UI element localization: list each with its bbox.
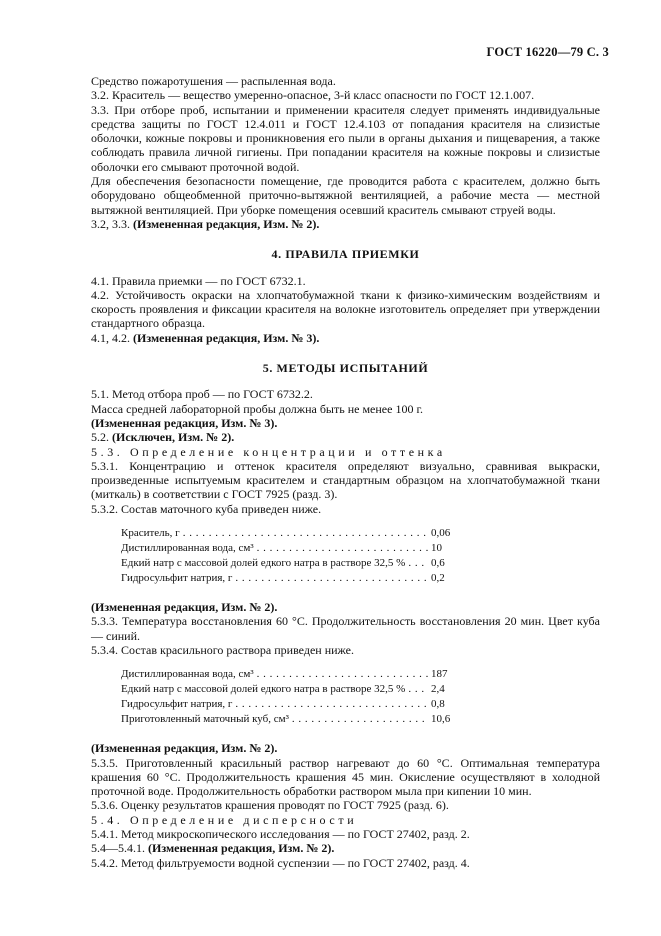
recipe-label: Гидросульфит натрия, г: [121, 698, 233, 711]
amendment-text: (Измененная редакция, Изм. № 2).: [148, 841, 335, 856]
running-header: ГОСТ 16220—79 С. 3: [486, 45, 609, 59]
recipe-label: Едкий натр с массовой долей едкого натра в растворе 32,5 %: [121, 683, 406, 696]
heading-5-3: 5.3. Определение концентрации и оттенка: [91, 444, 446, 459]
recipe-row: [121, 541, 461, 556]
paragraph-3-2: 3.2. Краситель — вещество умеренно-опасное, 3-й класс опасности по ГОСТ 12.1.007.: [91, 88, 535, 103]
paragraph-5-4-2: 5.4.2. Метод фильтруемости водной суспензии — по ГОСТ 27402, разд. 4.: [91, 855, 470, 870]
paragraph-3-3: 3.3. При отборе проб, испытании и применении красителя следует применять индивидуальные средства защиты по ГОСТ 12.4.011 и ГОСТ 12.4.103 от попадания красителя на слизистые оболочки, кожные покровы и проникновения его пыли в органы дыхания и пищеварения, а также соблюдать правила личной гигиены. При попадании красителя на кожные покровы и слизистые оболочки его смывают проточной водой.: [91, 102, 600, 174]
paragraph-4-1: 4.1. Правила приемки — по ГОСТ 6732.1.: [91, 273, 306, 288]
recipe-value: 10: [431, 542, 442, 555]
recipe-value: 0,06: [431, 527, 451, 540]
recipe-value: 0,8: [431, 698, 445, 711]
excluded-note: (Исключен, Изм. № 2).: [112, 430, 235, 445]
paragraph-safety-ventilation: Для обеспечения безопасности помещение, где проводится работа с красителем, должно быть оборудовано общеобменной приточно-вытяжной вентиляцией, а рабочие места — местной вытяжной вентиляцией. При уборке помещения осевший краситель смывают струей воды.: [91, 174, 600, 217]
recipe-label: Гидросульфит натрия, г: [121, 572, 233, 585]
leader-dots: [235, 571, 428, 586]
recipe-value: 2,4: [431, 683, 445, 696]
amendment-text: (Измененная редакция, Изм. № 3).: [133, 330, 320, 345]
document-body: [91, 74, 600, 870]
paragraph-sample-mass: Масса средней лабораторной пробы должна быть не менее 100 г.: [91, 401, 424, 416]
amendment-ref: 5.4—5.4.1.: [91, 841, 145, 856]
leader-dots: [257, 667, 428, 682]
recipe-value: 0,2: [431, 572, 445, 585]
recipe-label: Приготовленный маточный куб, см³: [121, 713, 289, 726]
paragraph-5-3-1: 5.3.1. Концентрацию и оттенок красителя определяют визуально, сравнивая выкраски, произведенные испытуемым красителем и стандартным образцом на хлопчатобумажной ткани (миткаль) в соответствии с ГОСТ 7925 (разд. 3).: [91, 458, 600, 502]
recipe-row: [121, 571, 461, 586]
paragraph-fire-extinguishing: Средство пожаротушения — распыленная вода.: [91, 74, 336, 88]
paragraph-5-3-6: 5.3.6. Оценку результатов крашения проводят по ГОСТ 7925 (разд. 6).: [91, 798, 449, 813]
recipe-row: [121, 667, 461, 682]
heading-5-4: 5.4. Определение дисперсности: [91, 812, 358, 827]
paragraph-5-4-1: 5.4.1. Метод микроскопического исследования — по ГОСТ 27402, разд. 2.: [91, 826, 470, 841]
amendment-note-4: [91, 331, 600, 345]
amendment-text: (Измененная редакция, Изм. № 2).: [133, 216, 320, 231]
section-title-acceptance: 4. ПРАВИЛА ПРИЕМКИ: [271, 247, 420, 262]
recipe-value: 187: [431, 668, 448, 681]
leader-dots: [408, 556, 428, 571]
leader-dots: [257, 541, 428, 556]
paragraph-number: 5.2.: [91, 430, 109, 445]
amendment-note-3: [91, 217, 600, 231]
recipe-row: [121, 682, 461, 697]
recipe-dye-bath: [121, 667, 461, 727]
paragraph-5-3-2: 5.3.2. Состав маточного куба приведен ниже.: [91, 501, 322, 516]
amendment-ref: 4.1, 4.2.: [91, 330, 130, 345]
recipe-row: [121, 526, 461, 541]
recipe-label: Дистиллированная вода, см³: [121, 668, 254, 681]
paragraph-5-3-5: 5.3.5. Приготовленный красильный раствор нагревают до 60 °С. Оптимальная температура крашения 60 °С. Продолжительность крашения 45 мин. Окисление осуществляют в холодной проточной воде. Продолжительность обработки раствором мыла при кипении 10 мин.: [91, 755, 600, 799]
recipe-row: [121, 556, 461, 571]
recipe-value: 0,6: [431, 557, 445, 570]
leader-dots: [408, 682, 428, 697]
amendment-note-5-3-4: (Измененная редакция, Изм. № 2).: [91, 741, 278, 756]
recipe-stock-vat: [121, 526, 461, 586]
amendment-ref: 3.2, 3.3.: [91, 216, 130, 231]
recipe-label: Едкий натр с массовой долей едкого натра в растворе 32,5 %: [121, 557, 406, 570]
amendment-note-5-1: (Измененная редакция, Изм. № 3).: [91, 415, 278, 430]
paragraph-5-3-3: 5.3.3. Температура восстановления 60 °С. Продолжительность восстановления 20 мин. Цвет куба — синий.: [91, 614, 600, 643]
amendment-note-5-3-2: (Измененная редакция, Изм. № 2).: [91, 600, 278, 615]
paragraph-5-2: [91, 430, 600, 444]
paragraph-5-3-4: 5.3.4. Состав красильного раствора приведен ниже.: [91, 642, 354, 657]
recipe-row: [121, 697, 461, 712]
leader-dots: [292, 712, 428, 727]
recipe-label: Краситель, г: [121, 527, 180, 540]
recipe-row: [121, 712, 461, 727]
paragraph-5-1: 5.1. Метод отбора проб — по ГОСТ 6732.2.: [91, 387, 313, 402]
paragraph-4-2: 4.2. Устойчивость окраски на хлопчатобумажной ткани к физико-химическим воздействиям и скорость проявления и фиксации красителя на волокне изготовитель определяет при утверждении стандартного образца.: [91, 287, 600, 331]
recipe-label: Дистиллированная вода, см³: [121, 542, 254, 555]
amendment-note-5-4: [91, 841, 600, 855]
recipe-value: 10,6: [431, 713, 451, 726]
leader-dots: [183, 526, 428, 541]
leader-dots: [235, 697, 428, 712]
section-title-test-methods: 5. МЕТОДЫ ИСПЫТАНИЙ: [262, 361, 429, 376]
